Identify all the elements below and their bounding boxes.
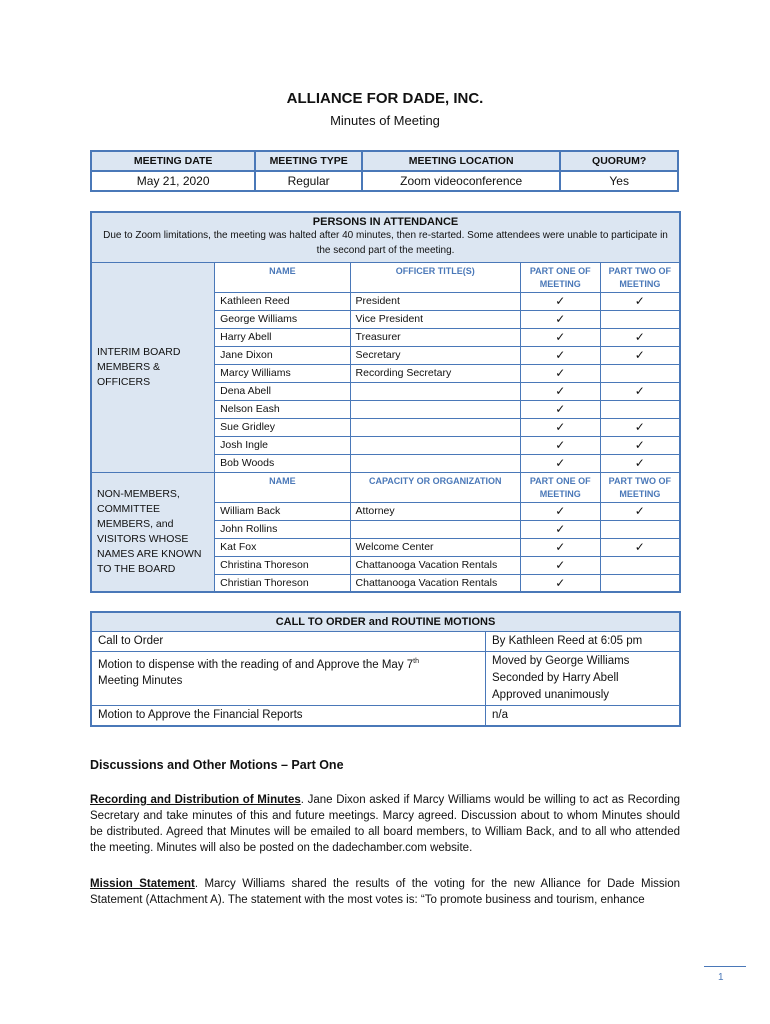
visitor-cell-title: Chattanooga Vacation Rentals — [350, 574, 520, 592]
meeting-header-row — [91, 151, 678, 171]
paragraph-mission-text: . Marcy Williams shared the results of the voting for the new Alliance for Dade Mission Statement (Attachment A). The statement with the most votes is: “To promote business and tourism, enhance — [90, 878, 680, 906]
board-cell-title — [350, 400, 520, 418]
footer-rule — [704, 966, 746, 967]
document-title: ALLIANCE FOR DADE, INC. — [286, 90, 484, 107]
attendance-table — [90, 211, 681, 593]
motion-minutes-result — [486, 651, 680, 705]
board-section — [91, 262, 680, 472]
board-column-header-part-one: PART ONE OF MEETING — [520, 262, 600, 292]
call-to-order-table — [90, 611, 681, 727]
board-cell-p1: ✓ — [520, 364, 600, 382]
board-cell-p1: ✓ — [520, 454, 600, 472]
board-group-label: INTERIM BOARD MEMBERS & OFFICERS — [91, 262, 215, 472]
motion-minutes-item — [91, 651, 486, 705]
meeting-date-value: May 21, 2020 — [91, 171, 255, 191]
board-cell-title — [350, 418, 520, 436]
document-subtitle: Minutes of Meeting — [330, 113, 440, 128]
visitor-cell-p1: ✓ — [520, 556, 600, 574]
paragraph-mission-lead: Mission Statement — [90, 878, 195, 890]
approval-status: Approved unanimously — [492, 688, 610, 701]
visitor-cell-p1: ✓ — [520, 502, 600, 520]
board-cell-p1: ✓ — [520, 400, 600, 418]
board-cell-title — [350, 436, 520, 454]
board-cell-p1: ✓ — [520, 292, 600, 310]
paragraph-minutes-lead: Recording and Distribution of Minutes — [90, 794, 301, 806]
visitor-cell-p2 — [600, 556, 680, 574]
visitor-column-header-part-one: PART ONE OF MEETING — [520, 472, 600, 502]
visitor-cell-p1: ✓ — [520, 574, 600, 592]
quorum-header: QUORUM? — [560, 151, 678, 171]
visitor-column-header-name: NAME — [215, 472, 350, 502]
board-cell-title: Treasurer — [350, 328, 520, 346]
motion-minutes-text-2: Meeting Minutes — [98, 675, 183, 688]
board-cell-p1: ✓ — [520, 328, 600, 346]
visitor-column-header-row — [91, 472, 680, 502]
board-cell-p1: ✓ — [520, 436, 600, 454]
discussion-heading: Discussions and Other Motions – Part One — [90, 758, 344, 772]
board-cell-name: Josh Ingle — [215, 436, 350, 454]
visitor-cell-name: William Back — [215, 502, 350, 520]
board-cell-name: George Williams — [215, 310, 350, 328]
meeting-type-value: Regular — [255, 171, 362, 191]
board-cell-p1: ✓ — [520, 382, 600, 400]
visitor-cell-p1: ✓ — [520, 538, 600, 556]
visitor-cell-name: John Rollins — [215, 520, 350, 538]
board-cell-p2: ✓ — [600, 454, 680, 472]
board-cell-name: Sue Gridley — [215, 418, 350, 436]
board-cell-title: President — [350, 292, 520, 310]
board-cell-title: Recording Secretary — [350, 364, 520, 382]
board-column-header-row — [91, 262, 680, 292]
board-cell-name: Harry Abell — [215, 328, 350, 346]
call-row — [91, 631, 680, 651]
board-cell-p1: ✓ — [520, 346, 600, 364]
visitor-section — [91, 472, 680, 592]
visitor-cell-name: Christian Thoreson — [215, 574, 350, 592]
board-column-header-title: OFFICER TITLE(S) — [350, 262, 520, 292]
visitor-cell-title — [350, 520, 520, 538]
attendance-note: Due to Zoom limitations, the meeting was halted after 40 minutes, then re-started. Some attendees were unable to participate in the second part of the meeting. — [103, 230, 668, 257]
call-result: By Kathleen Reed at 6:05 pm — [486, 631, 680, 651]
board-cell-title — [350, 382, 520, 400]
quorum-value: Yes — [560, 171, 678, 191]
visitor-cell-title: Chattanooga Vacation Rentals — [350, 556, 520, 574]
board-column-header-part-two: PART TWO OF MEETING — [600, 262, 680, 292]
motion-minutes-sup: th — [413, 657, 420, 665]
board-cell-name: Jane Dixon — [215, 346, 350, 364]
meeting-type-header: MEETING TYPE — [255, 151, 362, 171]
board-cell-name: Nelson Eash — [215, 400, 350, 418]
paragraph-minutes-text: . Jane Dixon asked if Marcy Williams would be willing to act as Recording Secretary and take minutes of this and future meetings. Marcy agreed. Discussion about to whom Minutes should be distributed. Agreed that Minutes will be emailed to all board members, to William Back, and to all who attended the meeting. Minutes will also be posted on the dadechamber.com website. — [90, 794, 680, 854]
motion-minutes-text: Motion to dispense with the reading of and Approve the May 7 — [98, 658, 414, 671]
board-cell-title — [350, 454, 520, 472]
board-cell-p2 — [600, 310, 680, 328]
board-cell-name: Marcy Williams — [215, 364, 350, 382]
board-cell-p2: ✓ — [600, 346, 680, 364]
board-cell-p2: ✓ — [600, 436, 680, 454]
board-cell-p1: ✓ — [520, 310, 600, 328]
page-number: 1 — [718, 972, 724, 983]
meeting-location-header: MEETING LOCATION — [362, 151, 560, 171]
board-column-header-name: NAME — [215, 262, 350, 292]
board-cell-name: Bob Woods — [215, 454, 350, 472]
meeting-info-table — [90, 150, 679, 192]
visitor-cell-name: Kat Fox — [215, 538, 350, 556]
visitor-cell-p2 — [600, 574, 680, 592]
call-item: Call to Order — [91, 631, 486, 651]
visitor-column-header-part-two: PART TWO OF MEETING — [600, 472, 680, 502]
visitor-cell-title: Welcome Center — [350, 538, 520, 556]
visitor-column-header-title: CAPACITY OR ORGANIZATION — [350, 472, 520, 502]
seconded-by: Seconded by Harry Abell — [492, 671, 619, 684]
paragraph-minutes — [90, 792, 680, 856]
financial-item: Motion to Approve the Financial Reports — [91, 705, 486, 726]
visitor-cell-p2: ✓ — [600, 502, 680, 520]
meeting-value-row — [91, 171, 678, 191]
board-cell-p2 — [600, 364, 680, 382]
attendance-header — [91, 212, 680, 262]
board-cell-p2: ✓ — [600, 328, 680, 346]
board-cell-name: Kathleen Reed — [215, 292, 350, 310]
visitor-cell-title: Attorney — [350, 502, 520, 520]
meeting-date-header: MEETING DATE — [91, 151, 255, 171]
board-cell-p2: ✓ — [600, 418, 680, 436]
board-cell-p2: ✓ — [600, 382, 680, 400]
visitor-cell-name: Christina Thoreson — [215, 556, 350, 574]
meeting-location-value: Zoom videoconference — [362, 171, 560, 191]
call-to-order-header-row — [91, 612, 680, 631]
attendance-title: PERSONS IN ATTENDANCE — [312, 216, 459, 229]
moved-by: Moved by George Williams — [492, 654, 630, 667]
call-to-order-title: CALL TO ORDER and ROUTINE MOTIONS — [91, 612, 680, 631]
board-cell-title: Secretary — [350, 346, 520, 364]
financial-result: n/a — [486, 705, 680, 726]
board-cell-title: Vice President — [350, 310, 520, 328]
board-cell-name: Dena Abell — [215, 382, 350, 400]
visitor-cell-p2: ✓ — [600, 538, 680, 556]
board-cell-p1: ✓ — [520, 418, 600, 436]
financial-row — [91, 705, 680, 726]
board-cell-p2: ✓ — [600, 292, 680, 310]
motion-minutes-row — [91, 651, 680, 705]
paragraph-mission — [90, 876, 680, 908]
board-cell-p2 — [600, 400, 680, 418]
attendance-header-row — [91, 212, 680, 262]
visitor-cell-p1: ✓ — [520, 520, 600, 538]
visitor-cell-p2 — [600, 520, 680, 538]
visitor-group-label: NON-MEMBERS, COMMITTEE MEMBERS, and VISITORS WHOSE NAMES ARE KNOWN TO THE BOARD — [91, 472, 215, 592]
